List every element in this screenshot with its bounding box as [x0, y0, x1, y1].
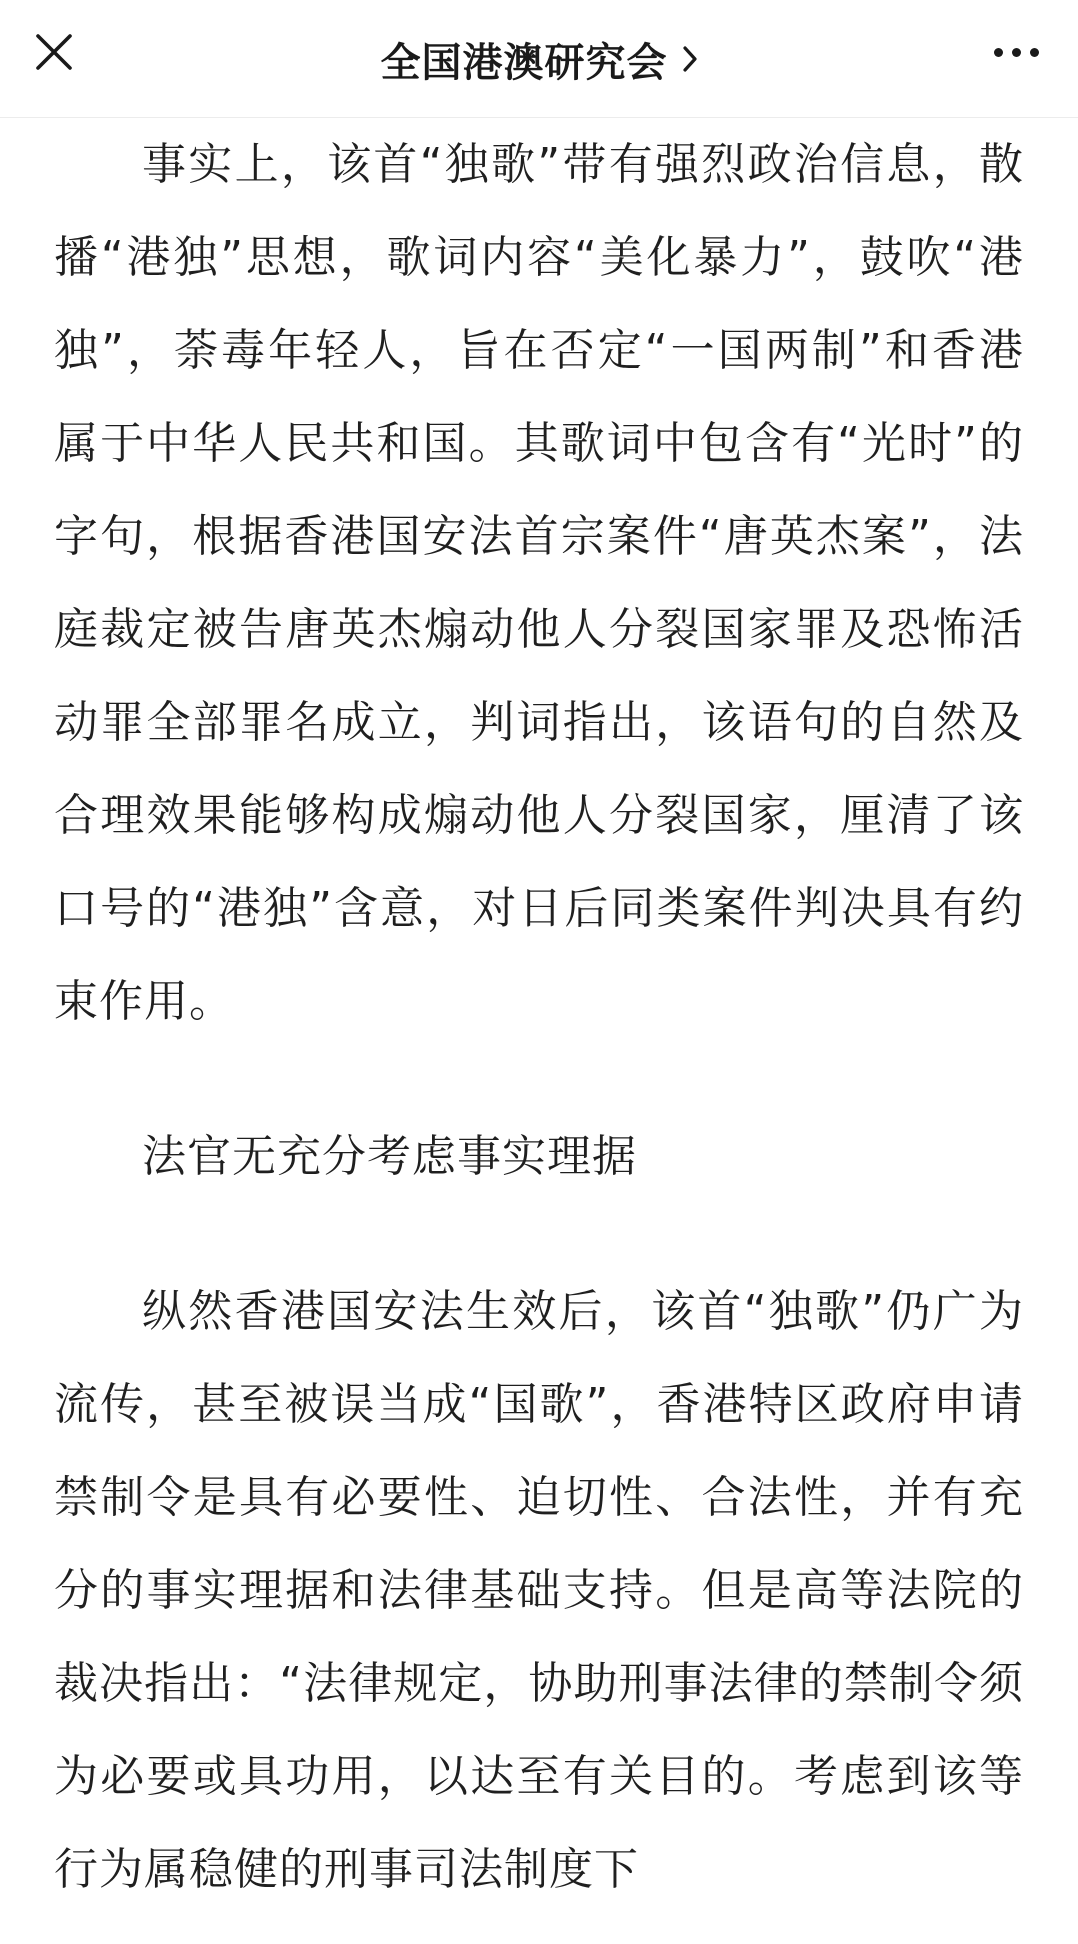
more-horizontal-icon [994, 48, 1003, 57]
chevron-right-icon [682, 45, 698, 73]
page-title: 全国港澳研究会 [380, 39, 668, 86]
article-paragraph: 事实上，该首“独歌”带有强烈政治信息，散播“港独”思想，歌词内容“美化暴力”，鼓吹“港独”，荼毒年轻人，旨在否定“一国两制”和香港属于中华人民共和国。其歌词中包含有“光时”的字句，根据香港国安法首宗案件“唐英杰案”，法庭裁定被告唐英杰煽动他人分裂国家罪及恐怖活动罪全部罪名成立，判词指出，该语句的自然及合理效果能够构成煽动他人分裂国家，厘清了该口号的“港独”含意，对日后同类案件判决具有约束作用。 [54, 139, 1024, 1027]
paragraph-spacer [54, 1048, 1024, 1110]
more-horizontal-icon [1012, 48, 1021, 57]
more-options-button[interactable] [980, 24, 1052, 80]
section-heading: 法官无充分考虑事实理据 [142, 1131, 637, 1182]
more-horizontal-icon [1030, 48, 1039, 57]
account-title-link[interactable] [200, 0, 878, 118]
close-button[interactable] [26, 24, 82, 80]
article-body [54, 118, 1024, 1916]
article-paragraph: 纵然香港国安法生效后，该首“独歌”仍广为流传，甚至被误当成“国歌”，香港特区政府申请禁制令是具有必要性、迫切性、合法性，并有充分的事实理据和法律基础支持。但是高等法院的裁决指出：“法律规定，协助刑事法律的禁制令须为必要或具功用，以达至有关目的。考虑到该等行为属稳健的刑事司法制度下 [54, 1286, 1024, 1895]
top-navigation-bar [0, 0, 1078, 118]
close-icon [35, 33, 73, 71]
paragraph-spacer [54, 1203, 1024, 1265]
